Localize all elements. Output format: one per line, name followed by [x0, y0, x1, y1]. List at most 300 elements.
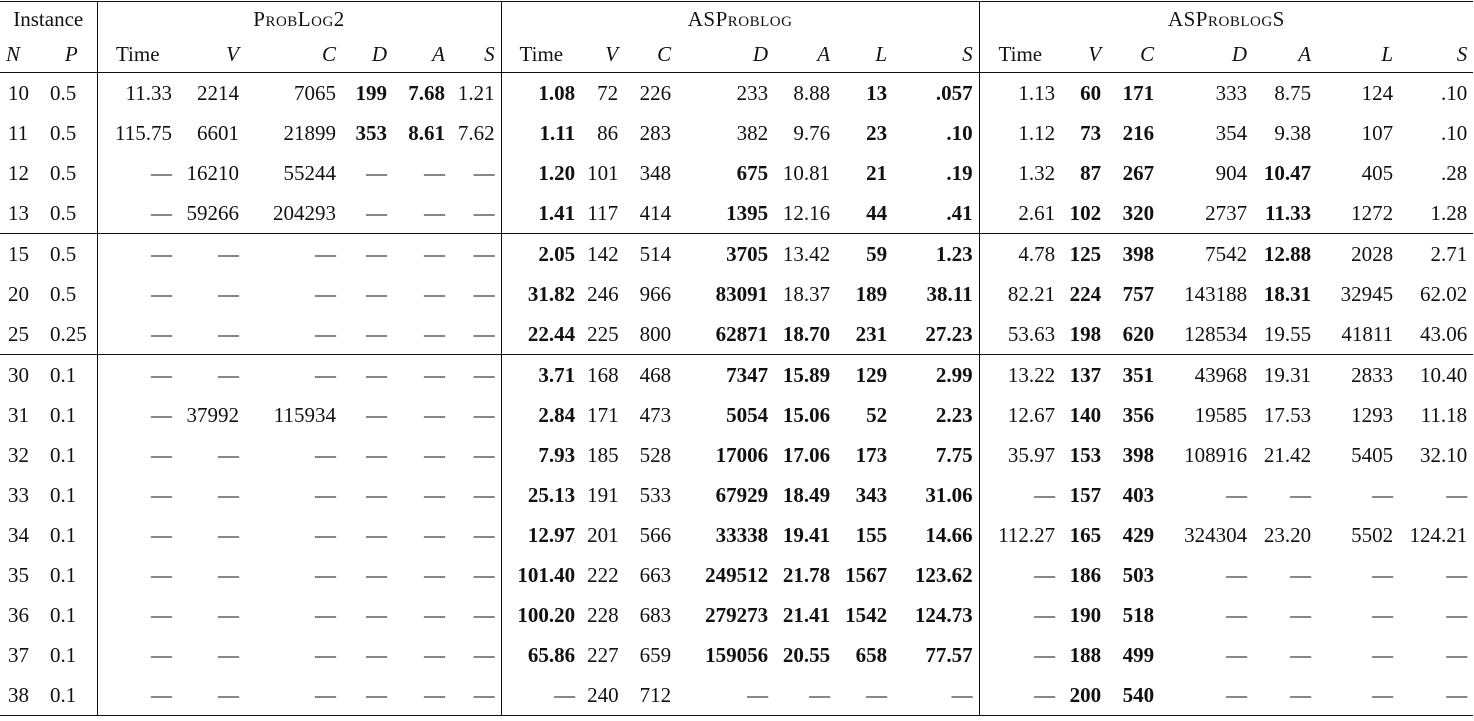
cell-asproblogs-0: 4.78 [979, 234, 1061, 275]
cell-problog2-5: — [451, 153, 501, 193]
cell-problog2-2: 204293 [273, 200, 336, 225]
cell-asproblog-3: 5054 [726, 402, 769, 427]
cell-asproblogs-0: 1.12 [1018, 120, 1056, 145]
cell-asproblog-3: 382 [736, 120, 769, 145]
cell-asproblog-3: — [677, 675, 774, 716]
cell-asproblog-2: 533 [639, 482, 672, 507]
cell-asproblog-3: 675 [736, 160, 769, 185]
cell-problog2-3: — [342, 234, 393, 275]
cell-n: 11 [8, 120, 29, 145]
cell-problog2-5: — [451, 635, 501, 675]
cell-problog2-5: — [451, 274, 501, 314]
cell-asproblogs-1: 188 [1069, 642, 1102, 667]
cell-asproblog-6: 1.23 [893, 234, 979, 275]
cell-problog2-5: — [451, 193, 501, 234]
cell-asproblogs-1: 140 [1069, 402, 1102, 427]
cell-asproblogs-4: 10.47 [1263, 160, 1312, 185]
cell-asproblog-5: 21 [866, 160, 888, 185]
cell-asproblog-0: 3.71 [501, 355, 581, 396]
cell-problog2-4: — [424, 642, 445, 667]
cell-asproblogs-0: — [1034, 562, 1056, 587]
cell-asproblogs-5: 2833 [1317, 355, 1399, 396]
cell-asproblog-3: 17006 [715, 442, 769, 467]
cell-problog2-0: — [151, 562, 172, 587]
cell-problog2-1: — [178, 355, 245, 396]
cell-problog2-2: — [315, 522, 336, 547]
cell-asproblog-6: .057 [893, 73, 979, 114]
cell-asproblogs-6: .10 [1440, 120, 1468, 145]
cell-problog2-5: — [451, 555, 501, 595]
table-row [0, 555, 1473, 595]
cell-asproblog-4: 9.76 [793, 120, 831, 145]
col-header-problog2-a: A [393, 36, 451, 73]
cell-problog2-4: 8.61 [408, 120, 445, 145]
col-header-asproblogs-c: C [1107, 36, 1160, 73]
cell-asproblog-2: 663 [639, 562, 672, 587]
cell-problog2-4: — [393, 355, 451, 396]
table-row [0, 193, 1473, 234]
cell-problog2-0: — [151, 642, 172, 667]
cell-asproblogs-3: 7542 [1160, 234, 1253, 275]
cell-asproblogs-4: — [1290, 482, 1312, 507]
cell-problog2-1: — [218, 522, 239, 547]
cell-problog2-4: — [424, 522, 445, 547]
cell-asproblog-1: 225 [587, 321, 619, 346]
cell-asproblog-5: 155 [855, 522, 888, 547]
col-header-asproblogs-a: A [1253, 36, 1317, 73]
cell-problog2-3: — [366, 642, 387, 667]
cell-asproblogs-4: 21.42 [1263, 442, 1312, 467]
cell-problog2-0: 11.33 [125, 80, 172, 105]
cell-problog2-5: — [451, 395, 501, 435]
cell-asproblog-3: 1395 [726, 200, 769, 225]
cell-n: 34 [8, 522, 29, 547]
cell-problog2-4: — [424, 321, 445, 346]
cell-n: 12 [8, 160, 29, 185]
cell-asproblogs-3: 19585 [1194, 402, 1248, 427]
cell-asproblogs-3: — [1226, 562, 1248, 587]
cell-asproblog-1: 240 [581, 675, 624, 716]
table-row [0, 595, 1473, 635]
cell-asproblog-1: 201 [587, 522, 619, 547]
cell-asproblogs-2: 351 [1107, 355, 1160, 396]
cell-p: 0.5 [46, 234, 97, 275]
cell-asproblog-2: 659 [639, 642, 672, 667]
cell-asproblog-5: 231 [855, 321, 888, 346]
cell-problog2-0: — [151, 321, 172, 346]
cell-asproblog-2: 683 [639, 602, 672, 627]
cell-n: 25 [8, 321, 29, 346]
cell-asproblogs-4: — [1290, 602, 1312, 627]
cell-asproblogs-6: .10 [1440, 80, 1468, 105]
group-header-asproblog: ASProblog [501, 2, 979, 37]
cell-asproblog-4: — [774, 675, 836, 716]
cell-asproblog-1: 228 [587, 602, 619, 627]
cell-asproblogs-3: — [1160, 675, 1253, 716]
cell-problog2-3: 199 [355, 80, 387, 105]
cell-asproblog-5: 189 [855, 281, 888, 306]
cell-problog2-1: — [178, 234, 245, 275]
cell-asproblog-4: 13.42 [774, 234, 836, 275]
cell-problog2-2: — [315, 442, 336, 467]
col-header-asproblogs-s: S [1399, 36, 1473, 73]
cell-asproblog-2: 800 [639, 321, 672, 346]
cell-problog2-4: — [393, 675, 451, 716]
cell-asproblogs-1: 224 [1069, 281, 1102, 306]
cell-asproblog-5: 1567 [845, 562, 888, 587]
cell-n: 37 [8, 642, 29, 667]
cell-asproblogs-3: 904 [1215, 160, 1248, 185]
cell-asproblogs-5: — [1317, 675, 1399, 716]
group-header-asproblogs: ASProblogS [979, 2, 1473, 37]
cell-asproblogs-0: — [1034, 482, 1056, 507]
cell-asproblogs-3: 354 [1215, 120, 1248, 145]
cell-asproblog-3: 233 [736, 80, 769, 105]
cell-asproblog-2: 283 [639, 120, 672, 145]
cell-asproblog-4: 19.41 [782, 522, 831, 547]
cell-asproblogs-6: — [1446, 642, 1468, 667]
cell-p: 0.1 [46, 555, 97, 595]
cell-n: 31 [8, 402, 29, 427]
cell-problog2-3: — [366, 200, 387, 225]
cell-problog2-4: — [424, 160, 445, 185]
cell-problog2-3: — [366, 482, 387, 507]
cell-problog2-2: — [315, 642, 336, 667]
cell-asproblog-0: 100.20 [517, 602, 576, 627]
cell-asproblogs-6: — [1399, 675, 1473, 716]
cell-asproblogs-5: — [1372, 642, 1394, 667]
cell-asproblogs-4: 23.20 [1263, 522, 1312, 547]
cell-asproblogs-6: 11.18 [1420, 402, 1468, 427]
table-header [0, 2, 1473, 73]
cell-asproblog-3: 249512 [705, 562, 769, 587]
cell-asproblog-0: 25.13 [527, 482, 576, 507]
cell-asproblog-6: .10 [893, 113, 979, 153]
cell-problog2-5: — [451, 595, 501, 635]
cell-problog2-0: — [151, 160, 172, 185]
cell-problog2-2: 115934 [273, 402, 336, 427]
cell-asproblogs-6: .28 [1440, 160, 1468, 185]
cell-problog2-4: 7.68 [408, 80, 445, 105]
cell-asproblogs-6: 124.21 [1409, 522, 1468, 547]
cell-asproblogs-4: 18.31 [1263, 281, 1312, 306]
cell-problog2-4: — [424, 482, 445, 507]
cell-problog2-5: — [451, 355, 501, 396]
cell-asproblogs-0: 1.32 [1018, 160, 1056, 185]
cell-asproblogs-2: 499 [1122, 642, 1155, 667]
cell-asproblogs-4: 11.33 [1265, 200, 1312, 225]
cell-problog2-4: — [424, 602, 445, 627]
cell-asproblog-1: 185 [587, 442, 619, 467]
cell-asproblog-0: 1.08 [538, 80, 576, 105]
cell-asproblog-0: 1.41 [538, 200, 576, 225]
cell-asproblogs-4: — [1290, 562, 1312, 587]
cell-asproblogs-6: — [1446, 602, 1468, 627]
cell-asproblog-3: 62871 [715, 321, 769, 346]
col-header-asproblog-l: L [836, 36, 893, 73]
cell-asproblogs-4: 19.31 [1253, 355, 1317, 396]
cell-problog2-2: — [245, 355, 342, 396]
cell-p: 0.5 [46, 113, 97, 153]
cell-asproblog-4: 20.55 [782, 642, 831, 667]
cell-asproblog-0: — [501, 675, 581, 716]
table-row [0, 355, 1473, 396]
cell-problog2-0: — [151, 442, 172, 467]
cell-asproblog-2: 528 [639, 442, 672, 467]
cell-asproblog-5: 52 [866, 402, 888, 427]
col-header-asproblog-c: C [624, 36, 677, 73]
col-header-asproblog-s: S [893, 36, 979, 73]
results-table [0, 1, 1473, 716]
cell-asproblog-0: 31.82 [527, 281, 576, 306]
cell-asproblog-1: 101 [587, 160, 619, 185]
cell-problog2-2: — [315, 321, 336, 346]
cell-asproblog-2: 566 [639, 522, 672, 547]
cell-n: 33 [8, 482, 29, 507]
cell-asproblog-4: 15.89 [774, 355, 836, 396]
cell-problog2-1: 37992 [186, 402, 239, 427]
cell-problog2-2: 21899 [283, 120, 336, 145]
cell-asproblogs-6: — [1446, 562, 1468, 587]
cell-p: 0.5 [46, 153, 97, 193]
cell-asproblogs-2: 518 [1122, 602, 1155, 627]
cell-problog2-1: — [218, 281, 239, 306]
cell-asproblog-2: 473 [639, 402, 672, 427]
cell-asproblog-1: 171 [587, 402, 619, 427]
cell-asproblog-6: 2.23 [893, 395, 979, 435]
cell-p: 0.5 [46, 193, 97, 234]
cell-asproblogs-3: 43968 [1160, 355, 1253, 396]
cell-problog2-5: 7.62 [451, 113, 501, 153]
cell-asproblog-6: 77.57 [893, 635, 979, 675]
cell-problog2-3: — [366, 160, 387, 185]
cell-asproblog-1: 191 [587, 482, 619, 507]
cell-asproblog-2: 226 [639, 80, 672, 105]
cell-n: 35 [8, 562, 29, 587]
cell-problog2-3: — [366, 321, 387, 346]
cell-asproblogs-3: — [1226, 642, 1248, 667]
cell-asproblogs-5: 41811 [1341, 321, 1394, 346]
cell-asproblog-2: 414 [639, 200, 672, 225]
cell-asproblogs-5: 107 [1361, 120, 1394, 145]
col-header-asproblogs-d: D [1160, 36, 1253, 73]
cell-asproblogs-5: 5405 [1351, 442, 1394, 467]
cell-asproblogs-5: 2028 [1317, 234, 1399, 275]
cell-asproblogs-2: 540 [1107, 675, 1160, 716]
cell-asproblogs-0: 13.22 [979, 355, 1061, 396]
cell-problog2-3: 353 [355, 120, 387, 145]
cell-asproblog-2: 514 [624, 234, 677, 275]
cell-p: 0.1 [46, 395, 97, 435]
cell-asproblog-2: 348 [639, 160, 672, 185]
table-row [0, 635, 1473, 675]
cell-asproblogs-1: 190 [1069, 602, 1102, 627]
cell-asproblogs-6: 10.40 [1399, 355, 1473, 396]
cell-problog2-4: — [424, 281, 445, 306]
cell-asproblogs-0: — [979, 675, 1061, 716]
cell-asproblog-1: 246 [587, 281, 619, 306]
cell-problog2-2: 55244 [283, 160, 336, 185]
cell-problog2-1: 6601 [197, 120, 239, 145]
cell-n: 38 [0, 675, 46, 716]
col-header-asproblogs-v: V [1061, 36, 1107, 73]
cell-asproblogs-2: 503 [1122, 562, 1155, 587]
cell-asproblogs-2: 171 [1122, 80, 1155, 105]
cell-problog2-3: — [342, 355, 393, 396]
cell-asproblog-5: 59 [836, 234, 893, 275]
cell-asproblogs-2: 267 [1122, 160, 1155, 185]
cell-problog2-0: — [97, 355, 178, 396]
cell-asproblog-4: 21.41 [782, 602, 831, 627]
cell-problog2-1: — [218, 321, 239, 346]
cell-problog2-5: — [451, 314, 501, 355]
cell-problog2-4: — [424, 200, 445, 225]
cell-asproblogs-1: 60 [1080, 80, 1102, 105]
cell-asproblogs-4: 8.75 [1274, 80, 1312, 105]
cell-asproblog-0: 2.84 [538, 402, 576, 427]
cell-asproblogs-3: 324304 [1184, 522, 1248, 547]
cell-asproblog-3: 7347 [677, 355, 774, 396]
cell-asproblogs-3: 108916 [1184, 442, 1248, 467]
cell-asproblogs-1: 200 [1061, 675, 1107, 716]
cell-problog2-2: — [315, 602, 336, 627]
cell-asproblogs-5: 1272 [1351, 200, 1394, 225]
cell-asproblog-3: 3705 [677, 234, 774, 275]
cell-p: 0.5 [46, 73, 97, 114]
cell-asproblog-6: — [893, 675, 979, 716]
cell-asproblogs-0: 12.67 [1007, 402, 1056, 427]
cell-asproblogs-5: 32945 [1340, 281, 1394, 306]
cell-asproblog-3: 33338 [715, 522, 769, 547]
cell-asproblogs-4: — [1290, 642, 1312, 667]
cell-asproblog-6: 14.66 [893, 515, 979, 555]
cell-asproblogs-3: — [1226, 602, 1248, 627]
cell-problog2-5: — [451, 675, 501, 716]
cell-p: 0.25 [46, 314, 97, 355]
cell-asproblogs-2: 757 [1122, 281, 1155, 306]
cell-asproblog-0: 1.11 [539, 120, 576, 145]
cell-asproblog-5: 44 [866, 200, 888, 225]
cell-problog2-2: — [245, 675, 342, 716]
cell-asproblog-4: 18.70 [782, 321, 831, 346]
cell-problog2-3: — [366, 562, 387, 587]
table-body [0, 73, 1473, 716]
col-header-problog2-time: Time [97, 36, 178, 73]
cell-asproblog-1: 142 [581, 234, 624, 275]
cell-asproblog-1: 222 [587, 562, 619, 587]
cell-asproblogs-2: 429 [1122, 522, 1155, 547]
cell-problog2-5: — [451, 475, 501, 515]
cell-asproblogs-4: 9.38 [1274, 120, 1312, 145]
table-row [0, 274, 1473, 314]
cell-problog2-5: — [451, 435, 501, 475]
cell-asproblogs-3: — [1226, 482, 1248, 507]
cell-asproblogs-4: 17.53 [1263, 402, 1312, 427]
cell-problog2-1: — [218, 482, 239, 507]
instance-header: Instance [0, 2, 97, 37]
cell-asproblogs-2: 216 [1122, 120, 1155, 145]
cell-problog2-0: — [151, 402, 172, 427]
cell-asproblogs-2: 403 [1122, 482, 1155, 507]
table-row [0, 153, 1473, 193]
cell-asproblog-3: 83091 [715, 281, 769, 306]
col-header-asproblogs-time: Time [979, 36, 1061, 73]
table-row [0, 73, 1473, 114]
cell-problog2-0: — [151, 482, 172, 507]
cell-asproblog-6: 7.75 [893, 435, 979, 475]
cell-asproblogs-6: — [1446, 482, 1468, 507]
cell-problog2-3: — [366, 281, 387, 306]
cell-asproblog-2: 468 [624, 355, 677, 396]
cell-problog2-1: — [218, 442, 239, 467]
cell-asproblog-5: — [836, 675, 893, 716]
cell-asproblogs-3: 128534 [1184, 321, 1248, 346]
cell-asproblog-4: 17.06 [782, 442, 831, 467]
cell-problog2-0: — [97, 675, 178, 716]
cell-asproblogs-0: — [1034, 642, 1056, 667]
cell-p: 0.5 [46, 274, 97, 314]
cell-asproblog-4: 18.37 [782, 281, 831, 306]
col-header-n: N [0, 36, 46, 73]
cell-problog2-0: — [151, 602, 172, 627]
cell-asproblog-4: 10.81 [782, 160, 831, 185]
cell-asproblogs-5: 1293 [1351, 402, 1394, 427]
cell-asproblogs-4: 12.88 [1253, 234, 1317, 275]
cell-asproblog-1: 72 [597, 80, 619, 105]
cell-problog2-0: — [97, 234, 178, 275]
cell-asproblog-5: 13 [866, 80, 888, 105]
cell-asproblog-3: 159056 [705, 642, 769, 667]
cell-asproblog-4: 12.16 [782, 200, 831, 225]
cell-asproblog-6: 124.73 [893, 595, 979, 635]
cell-asproblog-0: 2.05 [501, 234, 581, 275]
cell-asproblog-3: 279273 [705, 602, 769, 627]
cell-n: 20 [8, 281, 29, 306]
cell-asproblog-2: 712 [624, 675, 677, 716]
cell-asproblog-5: 343 [855, 482, 888, 507]
col-header-asproblog-v: V [581, 36, 624, 73]
cell-asproblog-6: 38.11 [893, 274, 979, 314]
cell-problog2-0: — [151, 200, 172, 225]
cell-asproblogs-0: 53.63 [1007, 321, 1056, 346]
cell-asproblogs-0: 2.61 [1018, 200, 1056, 225]
table-row [0, 113, 1473, 153]
cell-problog2-5: — [451, 234, 501, 275]
cell-asproblogs-6: 1.28 [1430, 200, 1468, 225]
cell-asproblog-1: 168 [581, 355, 624, 396]
cell-asproblogs-0: 35.97 [1007, 442, 1056, 467]
cell-asproblog-6: .41 [893, 193, 979, 234]
cell-n: 10 [8, 80, 29, 105]
cell-asproblog-5: 1542 [845, 602, 888, 627]
column-header-row [0, 36, 1473, 73]
cell-problog2-1: 16210 [186, 160, 239, 185]
cell-asproblog-6: 123.62 [893, 555, 979, 595]
cell-problog2-1: — [218, 642, 239, 667]
table-row [0, 675, 1473, 716]
cell-asproblogs-5: 405 [1361, 160, 1394, 185]
cell-asproblogs-2: 320 [1122, 200, 1155, 225]
cell-asproblog-0: 1.20 [538, 160, 576, 185]
cell-n: 30 [0, 355, 46, 396]
cell-asproblogs-5: — [1372, 562, 1394, 587]
cell-asproblogs-4: — [1253, 675, 1317, 716]
cell-asproblog-5: 658 [855, 642, 888, 667]
col-header-problog2-d: D [342, 36, 393, 73]
cell-problog2-3: — [366, 442, 387, 467]
cell-asproblogs-5: — [1372, 602, 1394, 627]
cell-problog2-1: 2214 [197, 80, 239, 105]
